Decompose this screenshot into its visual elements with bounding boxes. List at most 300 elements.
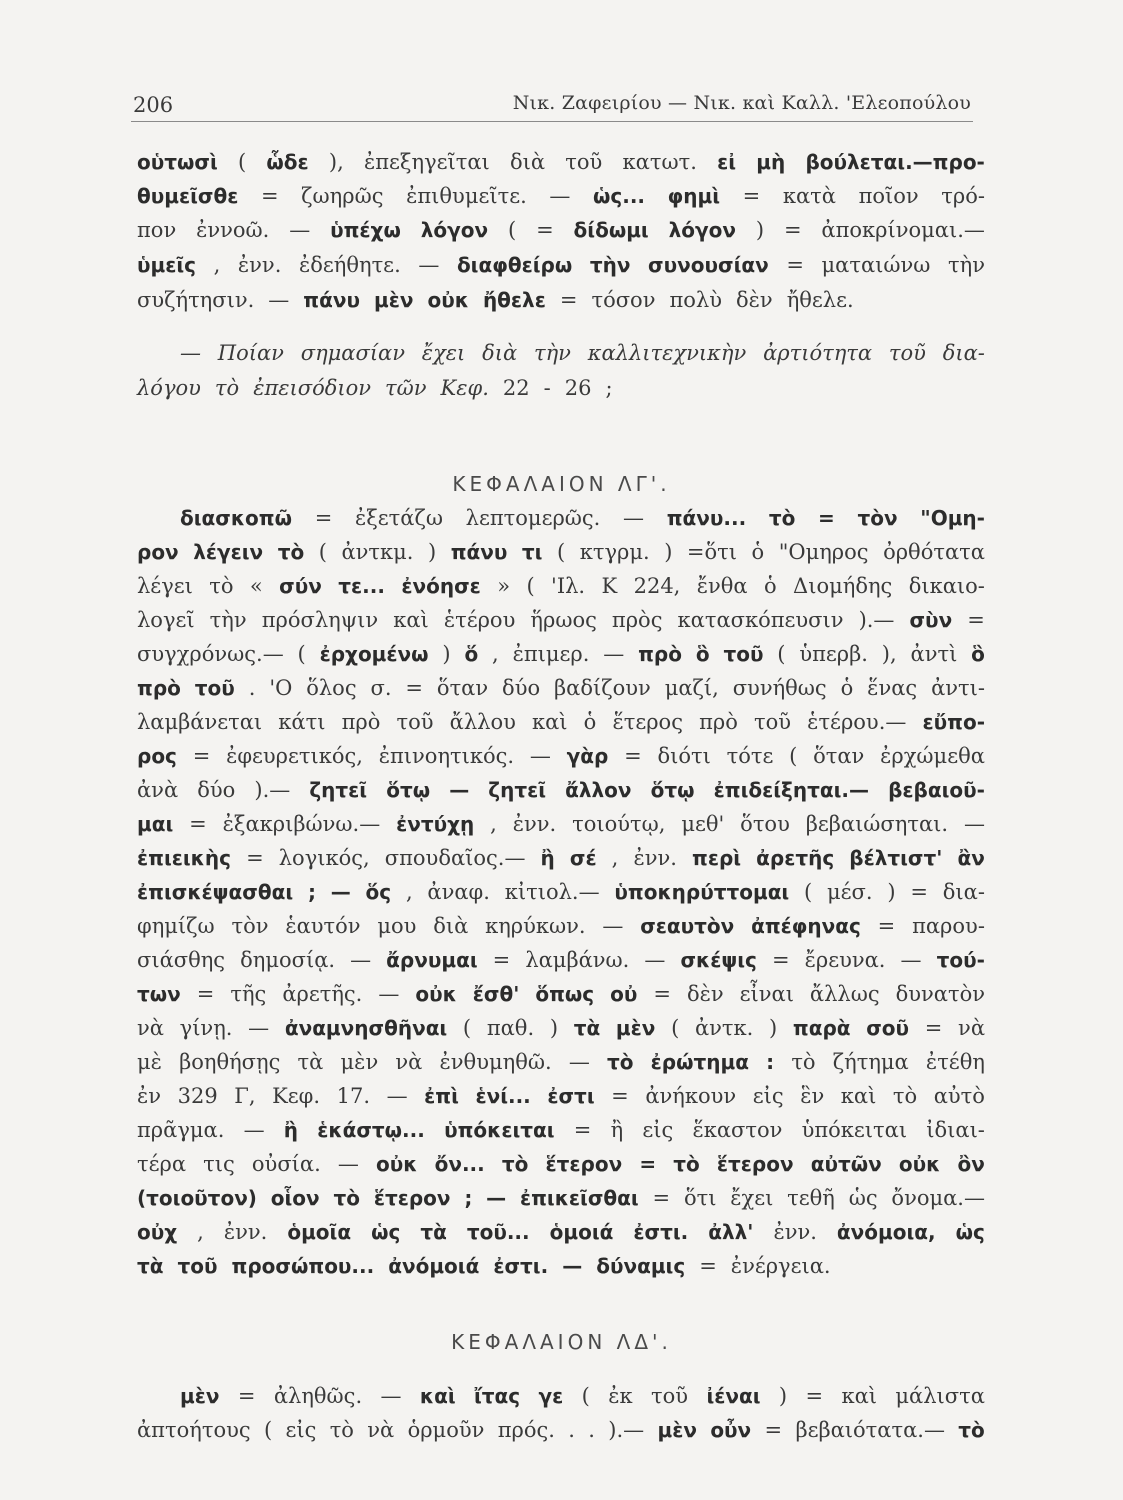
word: τοῦ bbox=[177, 1254, 218, 1278]
word: ) bbox=[887, 880, 896, 904]
word: βεβαιοῦ- bbox=[888, 778, 985, 802]
word: ἑτέρου bbox=[443, 608, 516, 632]
word: ἀποκρίνομαι.— bbox=[821, 218, 985, 242]
word: 329 bbox=[177, 1084, 218, 1108]
word: οὑτωσὶ bbox=[137, 150, 218, 174]
word: διὰ bbox=[510, 150, 546, 174]
word: τὸ bbox=[501, 1152, 529, 1176]
word: λόγου bbox=[137, 376, 201, 400]
word: δύναμις bbox=[596, 1254, 686, 1278]
word: ὃ bbox=[695, 642, 710, 666]
word: ἐνν. bbox=[773, 1220, 817, 1244]
word: ἀνήκουν bbox=[645, 1084, 737, 1108]
word: ὑπόκειται bbox=[801, 1118, 908, 1142]
word: = bbox=[783, 218, 802, 242]
word: ἀντι- bbox=[931, 676, 985, 700]
word: ) bbox=[778, 1384, 788, 1408]
word: — bbox=[900, 948, 922, 972]
word: λέγειν bbox=[193, 540, 264, 564]
word: ὡς bbox=[848, 1186, 878, 1210]
word: ἐτέθη bbox=[925, 1050, 985, 1074]
word: τοῦ bbox=[888, 341, 926, 365]
word: ἰέναι bbox=[706, 1384, 761, 1408]
word: οὖν bbox=[710, 1418, 752, 1442]
word: σέ bbox=[569, 846, 597, 870]
word: = bbox=[192, 744, 211, 768]
word: = bbox=[573, 1118, 592, 1142]
word: = bbox=[967, 608, 985, 632]
word: ὅς bbox=[365, 880, 392, 904]
word: = bbox=[699, 1254, 717, 1278]
word: συνουσίαν bbox=[648, 253, 769, 277]
word: = bbox=[877, 914, 896, 938]
word: τοιούτῳ, bbox=[572, 812, 666, 836]
word: τότε bbox=[726, 744, 774, 768]
word: ζητεῖ bbox=[309, 778, 368, 802]
word: τόσον bbox=[591, 288, 656, 312]
word: ἀλλ' bbox=[708, 1220, 754, 1244]
word: ἔσθ' bbox=[472, 982, 520, 1006]
word: ἥρωος bbox=[530, 608, 597, 632]
word: πάνυ... bbox=[666, 506, 747, 530]
text-line bbox=[137, 1416, 985, 1444]
word: = bbox=[536, 218, 554, 242]
word: Κ bbox=[601, 574, 618, 598]
word: = bbox=[639, 1152, 657, 1176]
word: ἀπέφηνας bbox=[751, 914, 861, 938]
text-line bbox=[137, 216, 985, 244]
text-line bbox=[137, 538, 985, 566]
word: δὲν bbox=[736, 288, 773, 312]
word: σημασίαν bbox=[300, 341, 405, 365]
word: πον bbox=[137, 218, 177, 242]
word: δια- bbox=[942, 341, 985, 365]
word: σιάσθης bbox=[137, 948, 226, 972]
word: , bbox=[197, 1220, 204, 1244]
word: ἀναφ. bbox=[427, 880, 490, 904]
word: τὸ bbox=[791, 1050, 816, 1074]
word: ἀντκ. bbox=[694, 1016, 754, 1040]
word: πρόσληψιν bbox=[261, 608, 379, 632]
word: = bbox=[314, 506, 333, 530]
text-line bbox=[137, 1116, 985, 1144]
word: σκέψις bbox=[680, 948, 757, 972]
word: ἀληθῶς. bbox=[273, 1384, 363, 1408]
word: ἔχει bbox=[421, 341, 466, 365]
word: ἐνθυμηθῶ. bbox=[439, 1050, 552, 1074]
word: ) bbox=[427, 540, 437, 564]
word: = bbox=[771, 948, 790, 972]
word: ( bbox=[804, 880, 813, 904]
word: ἐστι bbox=[547, 1084, 595, 1108]
word: λεπτομερῶς. bbox=[465, 506, 601, 530]
word: ὄνομα.— bbox=[891, 1186, 985, 1210]
word: λαμβάνω. bbox=[525, 948, 630, 972]
word: ἀντκμ. bbox=[341, 540, 414, 564]
word: καὶ bbox=[419, 1384, 456, 1408]
word: ἀναμνησθῆναι bbox=[284, 1016, 448, 1040]
word: , bbox=[405, 880, 413, 904]
word: ἔνθα bbox=[696, 574, 748, 598]
word: μαζί, bbox=[664, 676, 719, 700]
word: εἶναι bbox=[739, 982, 794, 1006]
text-line bbox=[180, 1382, 985, 1410]
word: διασκοπῶ bbox=[180, 506, 293, 530]
word: κατωτ. bbox=[622, 150, 697, 174]
text-line bbox=[137, 776, 985, 804]
word: ( bbox=[526, 574, 535, 598]
word: ἤθελε. bbox=[786, 288, 854, 312]
word: — bbox=[623, 506, 645, 530]
word: τεθῆ bbox=[787, 1186, 835, 1210]
word: ( bbox=[318, 540, 327, 564]
word: ἑνί... bbox=[475, 1084, 531, 1108]
word: ἀπτοήτους bbox=[137, 1418, 251, 1442]
word: ὑμεῖς bbox=[137, 253, 197, 277]
word: ὑπερβ. bbox=[799, 642, 868, 666]
word: ζητεῖ bbox=[488, 778, 547, 802]
word: , bbox=[490, 812, 497, 836]
word: ) bbox=[664, 540, 673, 564]
word: εὔπο- bbox=[922, 710, 985, 734]
word: νὰ bbox=[958, 1016, 985, 1040]
word: — bbox=[529, 744, 551, 768]
word: τὴν bbox=[948, 253, 985, 277]
word: ὄν... bbox=[434, 1152, 485, 1176]
text-line bbox=[137, 1150, 985, 1178]
word: ἀρτιότητα bbox=[763, 341, 873, 365]
word: τι bbox=[521, 540, 543, 564]
word: » bbox=[497, 574, 511, 598]
word: κατὰ bbox=[782, 184, 836, 208]
running-title: Νικ. Ζαφειρίου — Νικ. καὶ Καλλ. 'Ελεοπούλου bbox=[512, 92, 971, 114]
word: βεβαιώσηται. bbox=[805, 812, 949, 836]
word: πάνυ bbox=[450, 540, 508, 564]
word: ( bbox=[789, 744, 798, 768]
word: ( bbox=[237, 150, 247, 174]
word: καὶ bbox=[840, 1084, 877, 1108]
word: 'Ο bbox=[269, 676, 293, 700]
word: ἐπιμερ. bbox=[512, 642, 590, 666]
word: τρό- bbox=[941, 184, 985, 208]
word: ἑαυτόν bbox=[285, 914, 361, 938]
word: μὲν bbox=[180, 1384, 220, 1408]
word: εἰς bbox=[642, 1118, 674, 1142]
word: = bbox=[786, 253, 804, 277]
word: μάλιστα bbox=[895, 1384, 985, 1408]
word: = bbox=[924, 1016, 943, 1040]
word: Κεφ. bbox=[272, 1084, 321, 1108]
text-line bbox=[137, 742, 985, 770]
word: δημοσίᾳ. bbox=[240, 948, 336, 972]
word: εἰ bbox=[717, 150, 737, 174]
word: εἰς bbox=[752, 1084, 784, 1108]
word: τῶν bbox=[385, 376, 427, 400]
word: ἐνν. bbox=[223, 1220, 268, 1244]
word: — bbox=[644, 948, 666, 972]
word: οὐ bbox=[610, 982, 638, 1006]
word: — bbox=[603, 642, 625, 666]
word: καὶ bbox=[841, 1384, 878, 1408]
text-line bbox=[137, 572, 985, 600]
word: ὡς bbox=[371, 1220, 401, 1244]
word: = bbox=[910, 880, 928, 904]
word: τὸ bbox=[892, 1084, 918, 1108]
word: βεβαιότατα.— bbox=[795, 1418, 945, 1442]
word: ζήτημα bbox=[832, 1050, 909, 1074]
word: κατασκόπευσιν bbox=[677, 608, 844, 632]
word: ὅτι bbox=[683, 1186, 717, 1210]
word: περὶ bbox=[692, 846, 742, 870]
word: ).— bbox=[858, 608, 895, 632]
word: ), bbox=[328, 150, 344, 174]
word: ἕκαστον bbox=[692, 1118, 783, 1142]
word: = bbox=[559, 288, 578, 312]
word: τὴν bbox=[589, 253, 631, 277]
word: — bbox=[337, 1152, 359, 1176]
word: ἕτερον bbox=[545, 1152, 623, 1176]
text-line bbox=[137, 844, 985, 872]
word: ἐπικεῖσθαι bbox=[519, 1186, 639, 1210]
text-line bbox=[137, 912, 985, 940]
word: ἰδιαι- bbox=[926, 1118, 985, 1142]
word: βέλτιστ' bbox=[849, 846, 943, 870]
word: τὸ bbox=[606, 1050, 634, 1074]
word: ρος bbox=[137, 744, 177, 768]
word: τὸ bbox=[277, 540, 305, 564]
word: . bbox=[588, 1418, 595, 1442]
word: = bbox=[611, 1084, 629, 1108]
word: — bbox=[568, 1050, 590, 1074]
word: — bbox=[330, 880, 351, 904]
word: μαι bbox=[137, 812, 174, 836]
word: ἄλλου bbox=[449, 710, 516, 734]
word: λόγον bbox=[420, 218, 489, 242]
word: πρὸ bbox=[699, 710, 738, 734]
word: πρός. bbox=[497, 1418, 555, 1442]
word: = bbox=[260, 184, 279, 208]
word: αὐτῶν bbox=[810, 1152, 882, 1176]
word: τὸ bbox=[214, 376, 240, 400]
word: ἐδεήθητε. bbox=[298, 253, 401, 277]
word: γίνῃ. bbox=[179, 1016, 233, 1040]
chapter-heading-lambda-delta: ΚΕΦΑΛΑΙΟΝ ΛΔ'. bbox=[451, 1330, 672, 1354]
word: ἐπεισόδιον bbox=[253, 376, 372, 400]
word: νὰ bbox=[367, 1418, 395, 1442]
word: τε... bbox=[338, 574, 385, 598]
word: ἄλλως bbox=[809, 982, 880, 1006]
word: — bbox=[418, 253, 440, 277]
word: ἑτέρου.— bbox=[807, 710, 907, 734]
word: = bbox=[237, 1384, 256, 1408]
word: τέρα bbox=[137, 1152, 187, 1176]
word: σύν bbox=[279, 574, 322, 598]
word: λογικός, bbox=[278, 846, 370, 870]
word: = bbox=[405, 676, 424, 700]
word: ἐντύχῃ bbox=[396, 812, 475, 836]
word: δὲν bbox=[686, 982, 724, 1006]
word: ἐρχώμεθα bbox=[880, 744, 985, 768]
word: ).— bbox=[254, 778, 291, 802]
word: ὁρμοῦν bbox=[407, 1418, 485, 1442]
word: σὺν bbox=[909, 608, 953, 632]
word: ἐστι. bbox=[493, 1254, 549, 1278]
word: εἰς bbox=[285, 1418, 317, 1442]
word: οὐσία. bbox=[251, 1152, 321, 1176]
word: ( bbox=[581, 1384, 590, 1408]
text-line bbox=[137, 674, 985, 702]
word: ἐρώτημα bbox=[650, 1050, 749, 1074]
word: ἐννοῶ. bbox=[196, 218, 270, 242]
word: δυνατὸν bbox=[895, 982, 985, 1006]
word: ἀρετῆς. bbox=[282, 982, 363, 1006]
word: φημίζω bbox=[137, 914, 215, 938]
word: ὑπέχω bbox=[330, 218, 401, 242]
word: οἷον bbox=[270, 1186, 320, 1210]
word: ἐρχομένω bbox=[319, 642, 429, 666]
word: τὴν bbox=[533, 341, 571, 365]
header-rule bbox=[131, 121, 973, 122]
word: ( bbox=[556, 540, 566, 564]
word: ( bbox=[671, 1016, 680, 1040]
word: τὸ bbox=[209, 574, 234, 598]
word: , bbox=[611, 846, 619, 870]
word: διαφθείρω bbox=[456, 253, 573, 277]
word: — bbox=[486, 1186, 507, 1210]
word: ἀντὶ bbox=[910, 642, 958, 666]
word: "Ομη- bbox=[920, 506, 985, 530]
word: καὶ bbox=[531, 710, 568, 734]
word: πρὸ bbox=[137, 676, 181, 700]
word: ἀρετῆς bbox=[756, 846, 835, 870]
text-line bbox=[137, 946, 985, 974]
word: δικαιο- bbox=[908, 574, 985, 598]
word: (τοιοῦτον) bbox=[137, 1186, 257, 1210]
word: ὁμοῖα bbox=[287, 1220, 352, 1244]
chapter-heading-lambda-gamma: ΚΕΦΑΛΑΙΟΝ ΛΓ'. bbox=[452, 472, 671, 496]
word: καλλιτεχνικὴν bbox=[587, 341, 747, 365]
word: . bbox=[248, 676, 256, 700]
word: ὡς bbox=[955, 1220, 985, 1244]
word: ὁ bbox=[583, 710, 597, 734]
word: τὸ bbox=[768, 506, 796, 530]
word: . bbox=[568, 1418, 575, 1442]
word: ; bbox=[307, 880, 316, 904]
text-line bbox=[137, 878, 985, 906]
word: οὐκ bbox=[376, 1152, 418, 1176]
word: ἐπινοητικός. bbox=[378, 744, 515, 768]
word: ἐφευρετικός, bbox=[226, 744, 363, 768]
text-line bbox=[137, 286, 985, 314]
word: ( bbox=[777, 642, 786, 666]
word: ἐπεξηγεῖται bbox=[363, 150, 490, 174]
word: = bbox=[764, 1418, 783, 1442]
word: δίδωμι bbox=[573, 218, 649, 242]
word: πάνυ bbox=[303, 288, 360, 312]
word: = bbox=[652, 1186, 671, 1210]
word: — bbox=[289, 218, 311, 242]
word: αὐτὸ bbox=[933, 1084, 985, 1108]
word: τὸ bbox=[673, 1152, 700, 1176]
word: ἢ bbox=[540, 846, 555, 870]
word: 224, bbox=[633, 574, 681, 598]
word: : bbox=[766, 1050, 775, 1074]
word: νὰ bbox=[395, 1050, 423, 1074]
word: τοῦ bbox=[396, 710, 434, 734]
word: ἐκ bbox=[608, 1384, 633, 1408]
word: πρᾶγμα. bbox=[137, 1118, 225, 1142]
word: μὴ bbox=[756, 150, 786, 174]
word: δια- bbox=[942, 880, 985, 904]
word: ὅτῳ bbox=[650, 778, 695, 802]
word: — bbox=[248, 1016, 270, 1040]
word: ἕνας bbox=[867, 676, 918, 700]
word: « bbox=[249, 574, 263, 598]
word: βαδίζουν bbox=[554, 676, 651, 700]
word: ἔχει bbox=[730, 1186, 774, 1210]
word: ὑποκηρύττομαι bbox=[614, 880, 790, 904]
word: συγχρόνως.— bbox=[137, 642, 284, 666]
text-line bbox=[137, 640, 985, 668]
word: καὶ bbox=[393, 608, 429, 632]
word: σ. bbox=[370, 676, 392, 700]
word: — bbox=[449, 778, 470, 802]
word: 22 bbox=[502, 376, 530, 400]
word: διὰ bbox=[433, 914, 469, 938]
word: τὰ bbox=[420, 1220, 447, 1244]
word: δύο bbox=[197, 778, 236, 802]
word: ἀνόμοια, bbox=[836, 1220, 936, 1244]
text-line bbox=[180, 504, 985, 532]
word: — bbox=[268, 288, 290, 312]
word: ὃ bbox=[971, 642, 985, 666]
word: πρὸ bbox=[341, 710, 381, 734]
word: ).— bbox=[608, 1418, 645, 1442]
word: τὸ bbox=[329, 1418, 354, 1442]
word: τις bbox=[203, 1152, 235, 1176]
word: ματαιώνω bbox=[821, 253, 931, 277]
word: — bbox=[378, 982, 400, 1006]
word: ὀρθότατα bbox=[883, 540, 985, 564]
word: βούλεται.—προ- bbox=[805, 150, 985, 174]
word: = bbox=[492, 948, 511, 972]
text-line bbox=[137, 980, 985, 1008]
word: — bbox=[243, 1118, 265, 1142]
word: τοῦ bbox=[565, 150, 603, 174]
word: ἤθελε bbox=[482, 288, 546, 312]
text-line bbox=[137, 1082, 985, 1110]
word: ἐνέργεια. bbox=[730, 1254, 831, 1278]
word: λαμβάνεται bbox=[137, 710, 263, 734]
text-line bbox=[137, 708, 985, 736]
word: τῆς bbox=[230, 982, 267, 1006]
word: ζωηρῶς bbox=[301, 184, 384, 208]
word: ἢ bbox=[610, 1118, 624, 1142]
word: κτγρμ. bbox=[579, 540, 650, 564]
word: μου bbox=[377, 914, 417, 938]
word: τοῦ bbox=[651, 1384, 689, 1408]
word: θυμεῖσθε bbox=[137, 184, 239, 208]
word: ) bbox=[442, 642, 451, 666]
word: ) bbox=[549, 1016, 559, 1040]
word: = bbox=[624, 744, 642, 768]
word: σοῦ bbox=[866, 1016, 910, 1040]
word: των bbox=[137, 982, 181, 1006]
word: μὲν bbox=[657, 1418, 697, 1442]
word: - bbox=[543, 376, 551, 400]
word: ὅτου bbox=[740, 812, 790, 836]
word: ἐπιθυμεῖτε. bbox=[406, 184, 527, 208]
